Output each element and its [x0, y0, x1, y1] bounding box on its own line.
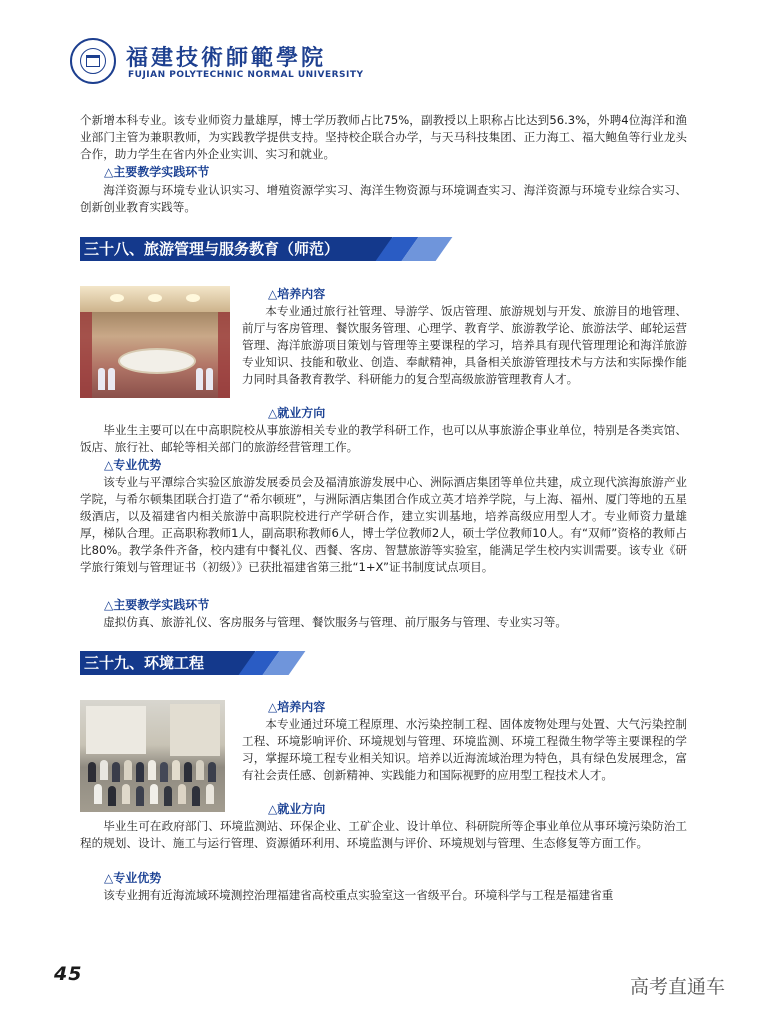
section-39-training-heading: △培养内容: [268, 700, 326, 714]
university-name-cn: 福建技術師範學院: [126, 45, 327, 71]
university-header: [70, 38, 470, 86]
section-38-training-heading: △培养内容: [268, 287, 326, 301]
section-38-banner: [80, 237, 392, 261]
section-39-advantage-heading: △专业优势: [104, 871, 162, 885]
watermark-text: 高考直通车: [630, 976, 726, 998]
section-38-employment-text: 毕业生主要可以在中高职院校从事旅游相关专业的教学科研工作，也可以从事旅游企事业单位，特别是各类宾馆、饭店、旅行社、邮轮等相关部门的旅游经营管理工作。: [80, 423, 687, 454]
environment-group-photo: [80, 700, 225, 812]
section-38-training-text: 本专业通过旅行社管理、导游学、饭店管理、旅游规划与开发、旅游目的地管理、前厅与客房管理、餐饮服务管理、心理学、教育学、旅游教学论、旅游法学、邮轮运营管理、海洋旅游项目策划与管理等主要课程的学习，培养具有现代管理理论和海洋旅游专业知识、技能和敬业、创造、奉献精神，具备相关旅游管理技术与方法和实际操作能力同时具备教育教学、科研能力的复合型高级旅游管理教育人才。: [242, 304, 687, 386]
section-38-practice-heading: △主要教学实践环节: [104, 598, 210, 612]
section-39-advantage-text: 该专业拥有近海流域环境测控治理福建省高校重点实验室这一省级平台。环境科学与工程是福建省重: [103, 888, 614, 902]
page-number: 45: [54, 963, 83, 985]
section-39-training-text: 本专业通过环境工程原理、水污染控制工程、固体废物处理与处置、大气污染控制工程、环境影响评价、环境规划与管理、环境监测、环境工程微生物学等主要课程的学习，掌握环境工程专业相关知识。培养以近海流域治理为特色，具有绿色发展理念，富有社会责任感、创新精神、实践能力和国际视野的应用型工程技术人才。: [242, 717, 687, 782]
section-39-employment-text: 毕业生可在政府部门、环境监测站、环保企业、工矿企业、设计单位、科研院所等企事业单位从事环境污染防治工程的规划、设计、施工与运行管理、资源循环利用、环境监测与评价、环境规划与管理、生态修复等方面工作。: [80, 819, 687, 850]
section-39-employment-heading: △就业方向: [268, 802, 326, 816]
intro-practice-text: 海洋资源与环境专业认识实习、增殖资源学实习、海洋生物资源与环境调查实习、海洋资源与环境专业综合实习、创新创业教育实践等。: [80, 183, 687, 214]
section-38-advantage-heading: △专业优势: [104, 458, 162, 472]
section-38-practice-text: 虚拟仿真、旅游礼仪、客房服务与管理、餐饮服务与管理、前厅服务与管理、专业实习等。: [103, 615, 567, 629]
intro-paragraph: 个新增本科专业。该专业师资力量雄厚，博士学历教师占比75%，副教授以上职称占比达到56.3%，外聘4位海洋和渔业部门主管为兼职教师，为实践教学提供支持。坚持校企联合办学，与天马科技集团、正力海工、福大鲍鱼等行业龙头合作，助力学生在省内外企业实训、实习和就业。: [80, 113, 687, 161]
hotel-meeting-room-photo: [80, 286, 230, 398]
section-38-title: 三十八、旅游管理与服务教育（师范）: [84, 240, 340, 258]
university-seal-icon: [70, 38, 116, 84]
intro-practice-heading: △主要教学实践环节: [104, 165, 210, 179]
section-39-title: 三十九、环境工程: [84, 654, 205, 672]
section-38-employment-heading: △就业方向: [268, 406, 326, 420]
university-name-en: FUJIAN POLYTECHNIC NORMAL UNIVERSITY: [128, 70, 364, 80]
section-39-banner: [80, 651, 255, 675]
section-38-advantage-text: 该专业与平潭综合实验区旅游发展委员会及福清旅游发展中心、洲际酒店集团等单位共建，成立现代滨海旅游产业学院，与希尔顿集团联合打造了“希尔顿班”，与洲际酒店集团合作成立英才培养学院，与上海、福州、厦门等地的五星级酒店，以及福建省内相关旅游中高职院校进行产学研合作，建立实训基地，培养高级应用型人才。专业师资力量雄厚，梯队合理。正高职称教师1人，副高职称教师6人，博士学位教师2人，硕士学位教师10人。有“双师”资格的教师占比80%。教学条件齐备，校内建有中餐礼仪、西餐、客房、智慧旅游等实验室，能满足学生校内实训需要。该专业《研学旅行策划与管理证书（初级）》已获批福建省第三批“1+X”证书制度试点项目。: [80, 475, 687, 574]
